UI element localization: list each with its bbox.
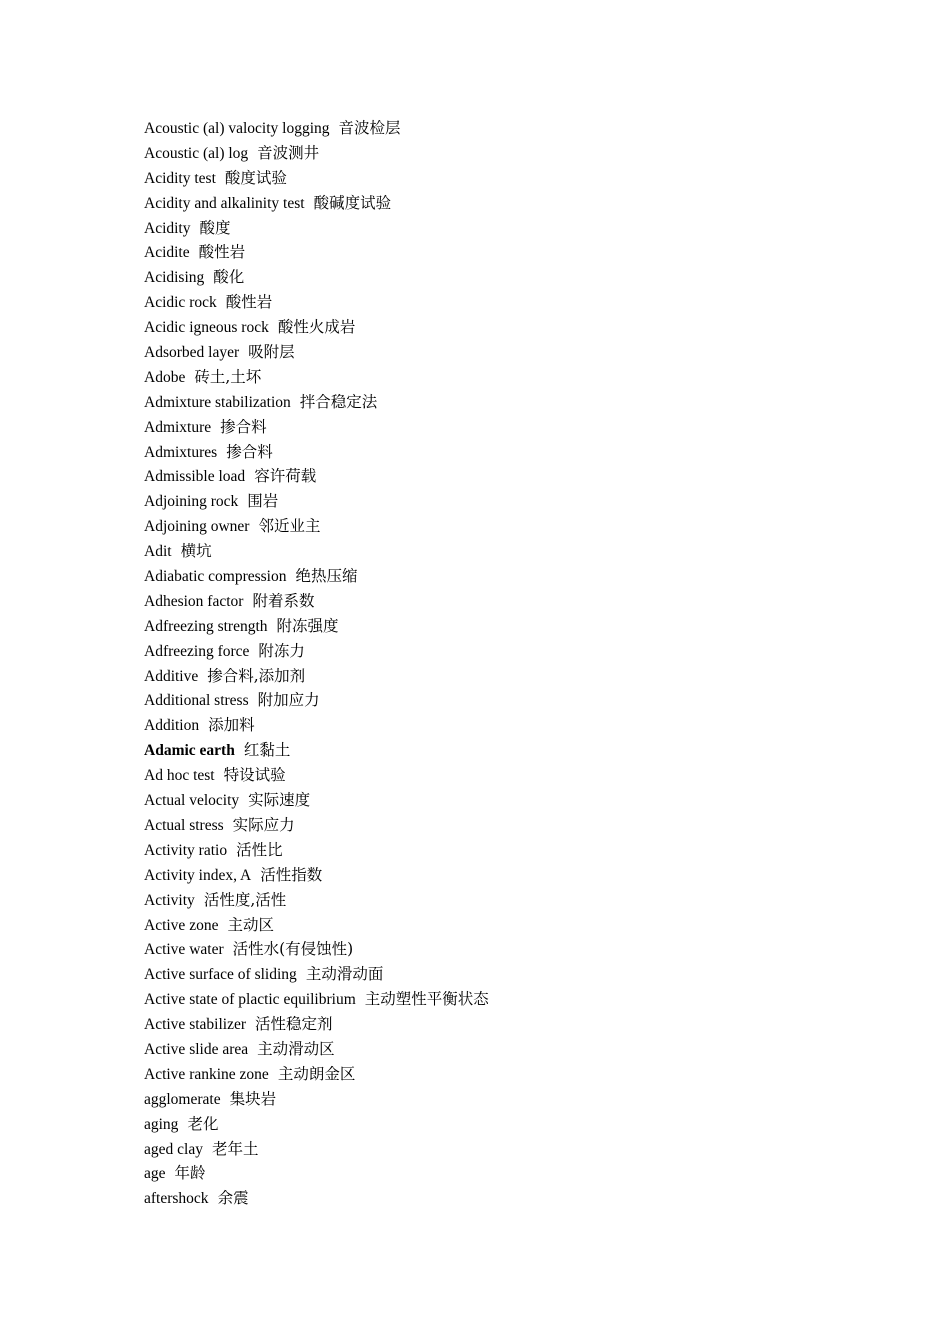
entry-translation: 掺合料,添加剂 <box>207 666 306 685</box>
glossary-entry <box>144 514 489 539</box>
entry-term: Active slide area <box>144 1040 249 1058</box>
entry-translation: 容许荷载 <box>254 467 317 486</box>
entry-translation: 主动朗金区 <box>277 1064 356 1083</box>
entry-term: Admissible load <box>144 468 246 486</box>
entry-term: Additive <box>144 667 199 685</box>
glossary-entry <box>144 1037 489 1062</box>
entry-translation: 活性比 <box>236 840 283 859</box>
entry-term: Additional stress <box>144 692 249 710</box>
entry-term: Acidity <box>144 219 191 237</box>
entry-term: Admixtures <box>144 443 218 461</box>
entry-translation: 年龄 <box>174 1164 206 1183</box>
glossary-entry <box>144 788 489 813</box>
entry-term: Acoustic (al) valocity logging <box>144 120 330 137</box>
glossary-entry <box>144 216 489 241</box>
glossary-entry <box>144 1161 489 1186</box>
entry-translation: 活性水(有侵蚀性) <box>232 940 354 959</box>
glossary-entry <box>144 365 489 390</box>
entry-term: Active surface of sliding <box>144 966 297 984</box>
glossary-entry <box>144 290 489 315</box>
entry-term: Addition <box>144 717 200 735</box>
entry-translation: 活性度,活性 <box>203 890 287 909</box>
entry-translation: 主动滑动面 <box>305 965 384 984</box>
entry-term: Acidity test <box>144 169 216 187</box>
entry-term: Adjoining rock <box>144 493 239 511</box>
entry-translation: 附着系数 <box>252 591 315 610</box>
entry-term: Acidic igneous rock <box>144 319 269 337</box>
entry-translation: 围岩 <box>247 492 279 511</box>
glossary-entry <box>144 614 489 639</box>
glossary-entry <box>144 639 489 664</box>
glossary-entry <box>144 1062 489 1087</box>
entry-translation: 酸性岩 <box>198 243 246 262</box>
entry-term: Adiabatic compression <box>144 568 287 586</box>
glossary-entry <box>144 913 489 938</box>
entry-term: Actual stress <box>144 816 224 834</box>
entry-term: Actual velocity <box>144 792 240 810</box>
glossary-entry <box>144 838 489 863</box>
entry-translation: 掺合料 <box>226 442 273 461</box>
glossary-entry <box>144 962 489 987</box>
glossary-entry <box>144 763 489 788</box>
glossary-entry <box>144 315 489 340</box>
entry-term: Admixture stabilization <box>144 393 291 411</box>
entry-term: Adfreezing strength <box>144 617 268 635</box>
entry-term: Adfreezing force <box>144 642 250 660</box>
entry-term: Activity <box>144 891 195 909</box>
entry-term: Acidite <box>144 244 190 262</box>
glossary-entry <box>144 464 489 489</box>
glossary-entry <box>144 340 489 365</box>
entry-translation: 掺合料 <box>220 417 267 436</box>
glossary-entry <box>144 589 489 614</box>
entry-translation: 酸性岩 <box>225 293 273 312</box>
entry-translation: 音波检层 <box>338 119 401 137</box>
glossary-entry <box>144 240 489 265</box>
glossary-entry <box>144 489 489 514</box>
entry-translation: 活性稳定剂 <box>255 1015 333 1034</box>
glossary-entry <box>144 1186 489 1211</box>
entry-term: Adamic earth <box>144 742 235 760</box>
entry-term: aged clay <box>144 1140 203 1158</box>
entry-translation: 酸度试验 <box>224 168 287 187</box>
entry-translation: 实际速度 <box>248 791 311 810</box>
entry-term: Acoustic (al) log <box>144 144 249 162</box>
glossary-list <box>144 116 489 1211</box>
entry-translation: 吸附层 <box>248 343 295 362</box>
glossary-entry <box>144 390 489 415</box>
entry-translation: 附冻力 <box>258 641 305 660</box>
entry-translation: 附冻强度 <box>276 616 339 635</box>
glossary-entry <box>144 1137 489 1162</box>
glossary-entry <box>144 664 489 689</box>
glossary-entry <box>144 713 489 738</box>
entry-term: aftershock <box>144 1190 209 1208</box>
entry-term: Adsorbed layer <box>144 344 240 362</box>
glossary-entry <box>144 539 489 564</box>
entry-translation: 酸度 <box>199 218 231 237</box>
entry-translation: 老年土 <box>211 1139 259 1158</box>
glossary-entry <box>144 987 489 1012</box>
glossary-entry <box>144 813 489 838</box>
entry-term: agglomerate <box>144 1090 221 1108</box>
entry-translation: 添加料 <box>208 716 255 735</box>
entry-translation: 酸碱度试验 <box>313 193 392 212</box>
entry-term: age <box>144 1165 166 1183</box>
entry-term: Acidic rock <box>144 294 217 312</box>
glossary-entry <box>144 116 489 141</box>
entry-term: Activity index, A <box>144 866 252 884</box>
glossary-entry <box>144 888 489 913</box>
entry-translation: 主动区 <box>227 915 274 934</box>
entry-translation: 主动塑性平衡状态 <box>364 990 489 1009</box>
entry-translation: 余震 <box>217 1189 249 1208</box>
entry-term: Activity ratio <box>144 841 228 859</box>
entry-translation: 拌合稳定法 <box>299 392 378 411</box>
glossary-entry <box>144 738 489 763</box>
glossary-entry <box>144 166 489 191</box>
entry-translation: 集块岩 <box>229 1089 277 1108</box>
entry-term: Active water <box>144 941 224 959</box>
entry-translation: 实际应力 <box>232 815 295 834</box>
entry-term: Adit <box>144 543 172 561</box>
entry-translation: 主动滑动区 <box>257 1039 335 1058</box>
glossary-entry <box>144 1112 489 1137</box>
entry-translation: 酸化 <box>213 268 245 287</box>
entry-translation: 音波测井 <box>257 143 320 162</box>
entry-translation: 邻近业主 <box>258 517 321 536</box>
glossary-entry <box>144 564 489 589</box>
glossary-entry <box>144 440 489 465</box>
glossary-entry <box>144 688 489 713</box>
entry-translation: 绝热压缩 <box>295 567 358 586</box>
entry-translation: 特设试验 <box>223 766 286 785</box>
entry-term: Acidising <box>144 269 205 287</box>
entry-term: Adhesion factor <box>144 592 244 610</box>
glossary-entry <box>144 415 489 440</box>
glossary-entry <box>144 937 489 962</box>
glossary-entry <box>144 1087 489 1112</box>
entry-term: Admixture <box>144 418 212 436</box>
entry-term: Active rankine zone <box>144 1065 269 1083</box>
entry-translation: 附加应力 <box>257 691 320 710</box>
glossary-entry <box>144 863 489 888</box>
entry-translation: 红黏土 <box>243 741 291 760</box>
glossary-entry <box>144 1012 489 1037</box>
entry-term: Adobe <box>144 368 186 386</box>
entry-term: Acidity and alkalinity test <box>144 194 305 212</box>
entry-term: Active zone <box>144 916 219 934</box>
entry-translation: 活性指数 <box>260 865 323 884</box>
entry-term: Adjoining owner <box>144 518 250 536</box>
entry-term: Active stabilizer <box>144 1016 246 1034</box>
entry-translation: 老化 <box>187 1114 219 1133</box>
entry-translation: 砖土,土坏 <box>194 367 262 386</box>
glossary-entry <box>144 191 489 216</box>
glossary-entry <box>144 141 489 166</box>
entry-term: Ad hoc test <box>144 767 215 785</box>
entry-term: aging <box>144 1115 179 1133</box>
glossary-entry <box>144 265 489 290</box>
entry-term: Active state of plactic equilibrium <box>144 991 356 1009</box>
entry-translation: 酸性火成岩 <box>277 318 356 337</box>
entry-translation: 横坑 <box>180 542 212 561</box>
